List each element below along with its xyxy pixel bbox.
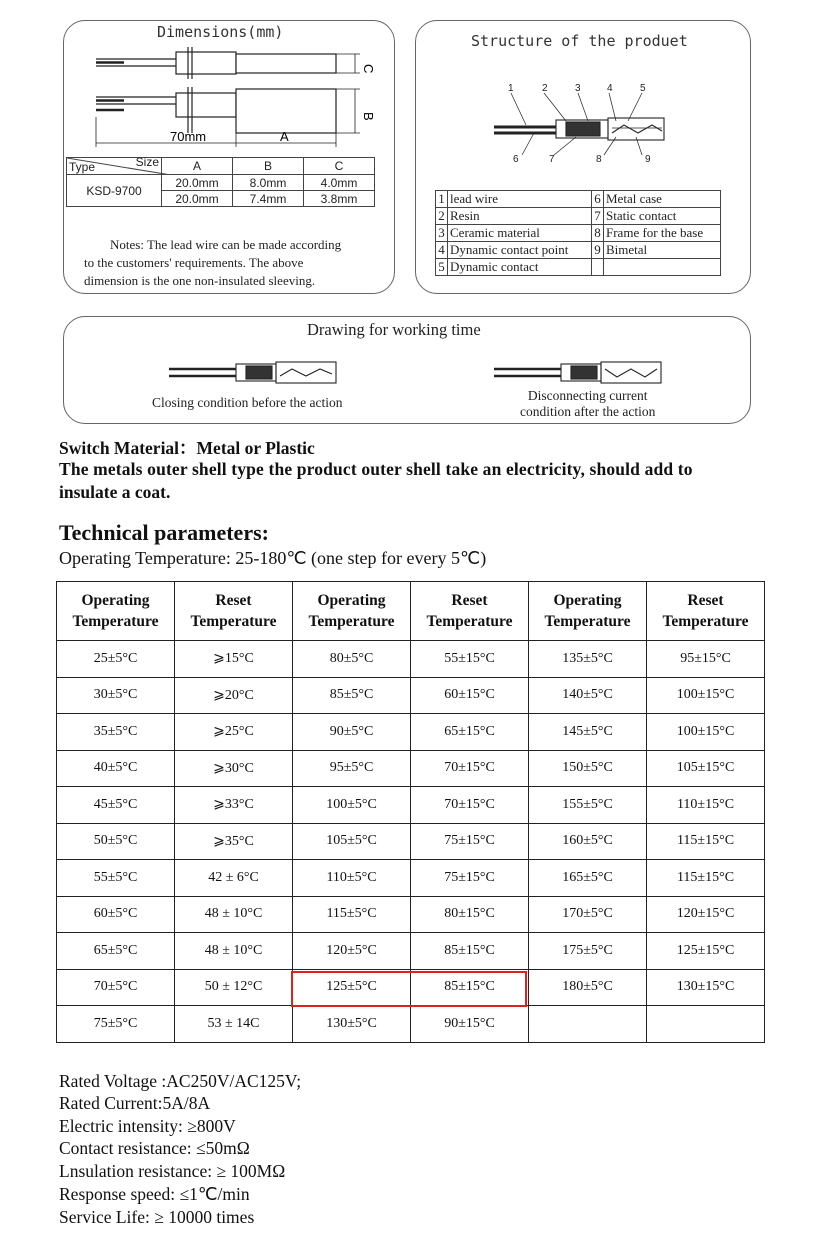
- operating-temperature-cell: 100±5°C: [293, 787, 411, 824]
- spec-insulation-resistance: Lnsulation resistance: ≥ 100MΩ: [59, 1161, 286, 1181]
- header-operating-temperature: Operating Temperature: [529, 582, 647, 641]
- header-operating-temperature: Operating Temperature: [293, 582, 411, 641]
- operating-temperature-cell: 55±5°C: [57, 860, 175, 897]
- part-number: 1: [436, 191, 448, 208]
- dim-cell: 7.4mm: [233, 191, 304, 207]
- operating-temperature-cell: 110±5°C: [293, 860, 411, 897]
- reset-temperature-cell: 100±15°C: [647, 714, 765, 751]
- operating-temperature-cell: [529, 1006, 647, 1043]
- part-number: 2: [436, 208, 448, 225]
- part-name: Dynamic contact point: [448, 242, 592, 259]
- dimensions-title: Dimensions(mm): [157, 23, 284, 41]
- dimensions-notes: [84, 236, 341, 290]
- dim-cell: 20.0mm: [162, 191, 233, 207]
- part-number: 9: [592, 242, 604, 259]
- table-header-row: [57, 582, 765, 641]
- tech-parameters-heading: Technical parameters:: [59, 520, 269, 545]
- operating-temperature-cell: 25±5°C: [57, 641, 175, 678]
- part-name: Bimetal: [604, 242, 721, 259]
- operating-temperature-cell: 65±5°C: [57, 933, 175, 970]
- operating-temperature-cell: 40±5°C: [57, 750, 175, 787]
- part-name: lead wire: [448, 191, 592, 208]
- callout-1: 1: [508, 83, 514, 94]
- reset-temperature-cell: ⩾25°C: [175, 714, 293, 751]
- reset-temperature-cell: 70±15°C: [411, 750, 529, 787]
- working-time-title: Drawing for working time: [307, 320, 481, 339]
- dim-a-label: A: [280, 129, 289, 144]
- size-label: Size: [135, 155, 159, 169]
- header-reset-temperature: Reset Temperature: [647, 582, 765, 641]
- operating-temperature-cell: 35±5°C: [57, 714, 175, 751]
- operating-temperature-cell: 80±5°C: [293, 641, 411, 678]
- part-name: Ceramic material: [448, 225, 592, 242]
- dim-length-label: 70mm: [170, 129, 207, 144]
- spec-rated-voltage: Rated Voltage :AC250V/AC125V;: [59, 1071, 302, 1091]
- disconnecting-caption-line-2: condition after the action: [520, 404, 656, 419]
- part-name: Dynamic contact: [448, 259, 592, 276]
- operating-temperature-cell: 90±5°C: [293, 714, 411, 751]
- reset-temperature-cell: 48 ± 10°C: [175, 896, 293, 933]
- table-row: [57, 750, 765, 787]
- structure-panel: [415, 20, 751, 294]
- dim-cell: 8.0mm: [233, 175, 304, 191]
- dimension-drawing: [64, 21, 394, 166]
- model-cell: KSD-9700: [67, 175, 162, 207]
- callout-3: 3: [575, 83, 581, 94]
- operating-temperature-cell: 30±5°C: [57, 677, 175, 714]
- part-name: Frame for the base: [604, 225, 721, 242]
- operating-temperature-cell: 75±5°C: [57, 1006, 175, 1043]
- part-name: Resin: [448, 208, 592, 225]
- callout-5: 5: [640, 83, 646, 94]
- operating-temperature-cell: 145±5°C: [529, 714, 647, 751]
- dim-cell: 20.0mm: [162, 175, 233, 191]
- header-reset-temperature: Reset Temperature: [411, 582, 529, 641]
- operating-temperature-cell: 160±5°C: [529, 823, 647, 860]
- reset-temperature-cell: 55±15°C: [411, 641, 529, 678]
- part-number: 5: [436, 259, 448, 276]
- spec-rated-current: Rated Current:5A/8A: [59, 1093, 211, 1113]
- reset-temperature-cell: 53 ± 14C: [175, 1006, 293, 1043]
- dim-b-label: B: [361, 112, 376, 121]
- operating-temperature-cell: 60±5°C: [57, 896, 175, 933]
- reset-temperature-cell: ⩾15°C: [175, 641, 293, 678]
- spec-service-life: Service Life: ≥ 10000 times: [59, 1207, 255, 1227]
- reset-temperature-cell: 100±15°C: [647, 677, 765, 714]
- table-row: [57, 677, 765, 714]
- callout-4: 4: [607, 83, 613, 94]
- spec-contact-resistance: Contact resistance: ≤50mΩ: [59, 1138, 250, 1158]
- reset-temperature-cell: 125±15°C: [647, 933, 765, 970]
- operating-temperature-cell: 115±5°C: [293, 896, 411, 933]
- operating-temperature-cell: 130±5°C: [293, 1006, 411, 1043]
- part-name: [604, 259, 721, 276]
- operating-temperature-cell: 125±5°C: [293, 969, 411, 1006]
- notes-line: to the customers' requirements. The above: [84, 255, 304, 270]
- disconnecting-drawing: [489, 357, 669, 387]
- shell-note-line-2: insulate a coat.: [59, 482, 171, 502]
- callout-7: 7: [549, 154, 555, 165]
- closing-drawing: [164, 357, 344, 387]
- reset-temperature-cell: 120±15°C: [647, 896, 765, 933]
- reset-temperature-cell: 50 ± 12°C: [175, 969, 293, 1006]
- callout-9: 9: [645, 154, 651, 165]
- operating-temperature-cell: 155±5°C: [529, 787, 647, 824]
- table-row: [57, 860, 765, 897]
- part-name: Static contact: [604, 208, 721, 225]
- col-c-header: C: [304, 158, 375, 175]
- part-number: 3: [436, 225, 448, 242]
- reset-temperature-cell: 115±15°C: [647, 823, 765, 860]
- part-number: 6: [592, 191, 604, 208]
- operating-temperature-cell: 85±5°C: [293, 677, 411, 714]
- callout-2: 2: [542, 83, 548, 94]
- reset-temperature-cell: ⩾30°C: [175, 750, 293, 787]
- disconnecting-caption-line-1: Disconnecting current: [527, 388, 648, 403]
- dimensions-panel: [63, 20, 395, 294]
- reset-temperature-cell: ⩾33°C: [175, 787, 293, 824]
- structure-drawing: [416, 21, 750, 181]
- operating-temperature-cell: 165±5°C: [529, 860, 647, 897]
- reset-temperature-cell: 105±15°C: [647, 750, 765, 787]
- notes-line: dimension is the one non-insulated sleeving.: [84, 273, 316, 288]
- operating-temperature-cell: 95±5°C: [293, 750, 411, 787]
- header-operating-temperature: Operating Temperature: [57, 582, 175, 641]
- part-number: 8: [592, 225, 604, 242]
- operating-temperature-cell: 135±5°C: [529, 641, 647, 678]
- spec-response-speed: Response speed: ≤1℃/min: [59, 1184, 250, 1204]
- switch-material: Switch Material：Metal or Plastic: [59, 438, 315, 458]
- dim-c-label: C: [361, 64, 376, 74]
- operating-temperature-cell: 45±5°C: [57, 787, 175, 824]
- structure-title: Structure of the produet: [471, 32, 688, 50]
- disconnecting-caption: [520, 388, 655, 420]
- table-row: [57, 823, 765, 860]
- table-row: [57, 933, 765, 970]
- part-number: [592, 259, 604, 276]
- part-number: 7: [592, 208, 604, 225]
- table-row: [57, 641, 765, 678]
- operating-temperature-cell: 70±5°C: [57, 969, 175, 1006]
- reset-temperature-cell: 75±15°C: [411, 860, 529, 897]
- closing-caption: Closing condition before the action: [152, 395, 343, 410]
- type-label: Type: [69, 160, 96, 174]
- table-row: [57, 787, 765, 824]
- part-number: 4: [436, 242, 448, 259]
- reset-temperature-cell: 115±15°C: [647, 860, 765, 897]
- reset-temperature-cell: 130±15°C: [647, 969, 765, 1006]
- operating-temperature-cell: 170±5°C: [529, 896, 647, 933]
- operating-temperature-cell: 105±5°C: [293, 823, 411, 860]
- highlighted-row-marker: [291, 971, 527, 1007]
- dimensions-table: [66, 157, 375, 207]
- col-a-header: A: [162, 158, 233, 175]
- header-reset-temperature: Reset Temperature: [175, 582, 293, 641]
- reset-temperature-cell: 42 ± 6°C: [175, 860, 293, 897]
- reset-temperature-cell: 60±15°C: [411, 677, 529, 714]
- reset-temperature-cell: [647, 1006, 765, 1043]
- parts-table: [435, 190, 721, 276]
- reset-temperature-cell: 75±15°C: [411, 823, 529, 860]
- operating-temperature-range: Operating Temperature: 25-180℃ (one step for every 5℃): [59, 548, 487, 568]
- reset-temperature-cell: ⩾35°C: [175, 823, 293, 860]
- reset-temperature-cell: 90±15°C: [411, 1006, 529, 1043]
- reset-temperature-cell: ⩾20°C: [175, 677, 293, 714]
- operating-temperature-cell: 175±5°C: [529, 933, 647, 970]
- operating-temperature-cell: 120±5°C: [293, 933, 411, 970]
- reset-temperature-cell: 110±15°C: [647, 787, 765, 824]
- shell-note-line-1: The metals outer shell type the product outer shell take an electricity, should add to: [59, 459, 693, 479]
- operating-temperature-cell: 50±5°C: [57, 823, 175, 860]
- col-b-header: B: [233, 158, 304, 175]
- callout-8: 8: [596, 154, 602, 165]
- working-time-panel: [63, 316, 751, 424]
- reset-temperature-cell: 65±15°C: [411, 714, 529, 751]
- table-row: [57, 714, 765, 751]
- reset-temperature-cell: 85±15°C: [411, 969, 529, 1006]
- operating-temperature-cell: 140±5°C: [529, 677, 647, 714]
- reset-temperature-cell: 85±15°C: [411, 933, 529, 970]
- spec-electric-intensity: Electric intensity: ≥800V: [59, 1116, 236, 1136]
- type-size-header-cell: [67, 155, 162, 175]
- dim-cell: 4.0mm: [304, 175, 375, 191]
- reset-temperature-cell: 70±15°C: [411, 787, 529, 824]
- operating-temperature-cell: 180±5°C: [529, 969, 647, 1006]
- operating-temperature-cell: 150±5°C: [529, 750, 647, 787]
- part-name: Metal case: [604, 191, 721, 208]
- callout-6: 6: [513, 154, 519, 165]
- dim-cell: 3.8mm: [304, 191, 375, 207]
- reset-temperature-cell: 80±15°C: [411, 896, 529, 933]
- notes-line: Notes: The lead wire can be made according: [110, 237, 342, 252]
- table-row: [57, 1006, 765, 1043]
- table-row: [57, 896, 765, 933]
- reset-temperature-cell: 48 ± 10°C: [175, 933, 293, 970]
- reset-temperature-cell: 95±15°C: [647, 641, 765, 678]
